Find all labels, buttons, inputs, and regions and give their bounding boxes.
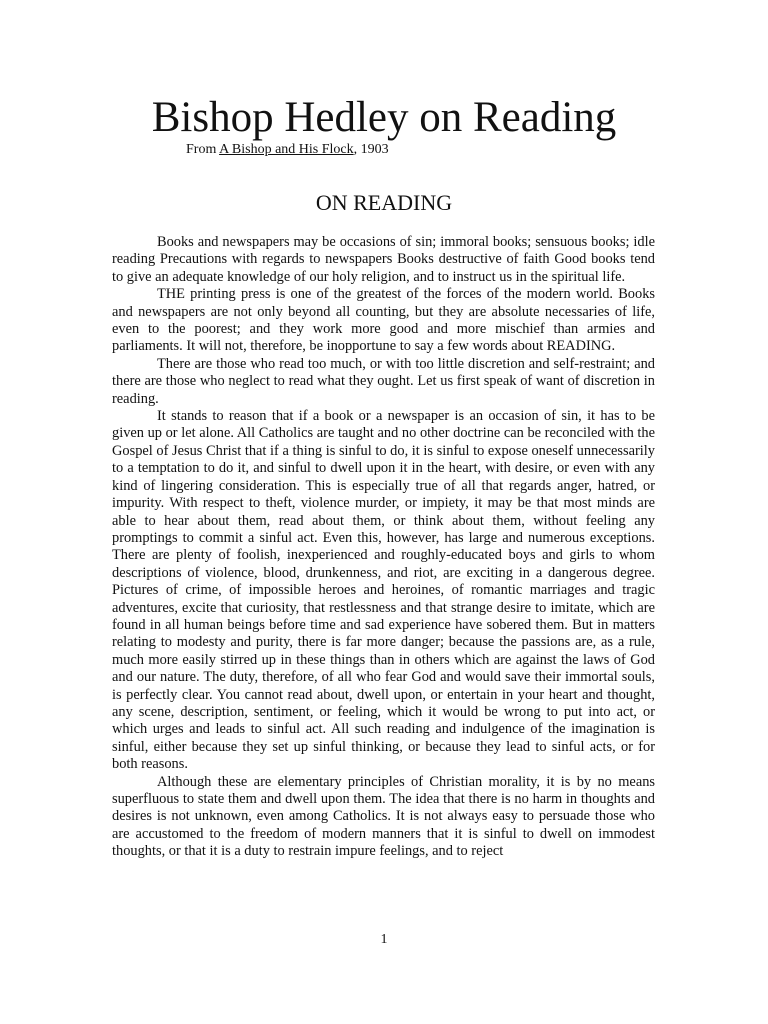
source-book-title: A Bishop and His Flock <box>219 142 354 157</box>
paragraph: There are those who read too much, or with too little discretion and self-restraint; and there are those who neglect to read what they ought. Let us first speak of want of discretion in reading. <box>112 355 655 407</box>
page-number: 1 <box>380 932 388 947</box>
source-year: , 1903 <box>353 142 389 157</box>
source-prefix: From <box>186 142 220 157</box>
paragraph: Although these are elementary principles of Christian morality, it is by no means superfluous to state them and dwell upon them. The idea that there is no harm in thoughts and desires is not unknown, even among Catholics. It is not always easy to persuade those who are accustomed to the freedom of modern manners that it is sinful to dwell on immodest thoughts, or that it is a duty to restrain impure feelings, and to reject <box>112 773 655 860</box>
document-title: Bishop Hedley on Reading <box>151 94 617 141</box>
source-citation <box>186 141 389 159</box>
paragraph: Books and newspapers may be occasions of sin; immoral books; sensuous books; idle reading Precautions with regards to newspapers Books destructive of faith Good books tend to give an adequate knowledge of our holy religion, and to instruct us in the spiritual life. <box>112 234 655 285</box>
section-heading: ON READING <box>315 190 453 215</box>
body-text <box>112 234 655 861</box>
paragraph: It stands to reason that if a book or a newspaper is an occasion of sin, it has to be given up or let alone. All Catholics are taught and no other doctrine can be reconciled with the Gospel of Jesus Christ that if a thing is sinful to do, it is sinful to expose oneself unnecessarily to a temptation to do it, and sinful to dwell upon it in the heart, with desire, or even with any kind of lingering consideration. This is especially true of all that regards anger, hatred, or impurity. With respect to theft, violence murder, or impiety, it may be that most minds are able to hear about them, read about them, or think about them, without feeling any promptings to commit a sinful act. Even this, however, has large and numerous exceptions. There are plenty of foolish, inexperienced and roughly-educated boys and girls to whom descriptions of violence, blood, drunkenness, and riot, are exciting in a dangerous degree. Pictures of crime, of impossible heroes and heroines, of romantic marriages and tragic adventures, excite that curiosity, that restlessness and that strange desire to imitate, which are found in all human beings before time and sad experience have sobered them. But in matters relating to modesty and purity, there is far more danger; because the passions are, as a rule, much more easily stirred up in these things than in others which are against the laws of God and our nature. The duty, therefore, of all who fear God and would save their immortal souls, is perfectly clear. You cannot read about, dwell upon, or entertain in your heart and thought, any scene, description, sentiment, or feeling, which it would be wrong to put into act, or which urges and leads to sinful act. All such reading and indulgence of the imagination is sinful, either because they set up sinful thinking, or because they lead to sinful acts, or for both reasons. <box>112 408 655 773</box>
paragraph: THE printing press is one of the greatest of the forces of the modern world. Books and newspapers are not only beyond all counting, but they are absolute necessaries of life, even to the poorest; and they work more good and more mischief than armies and parliaments. It will not, therefore, be inopportune to say a few words about READING. <box>112 286 655 355</box>
